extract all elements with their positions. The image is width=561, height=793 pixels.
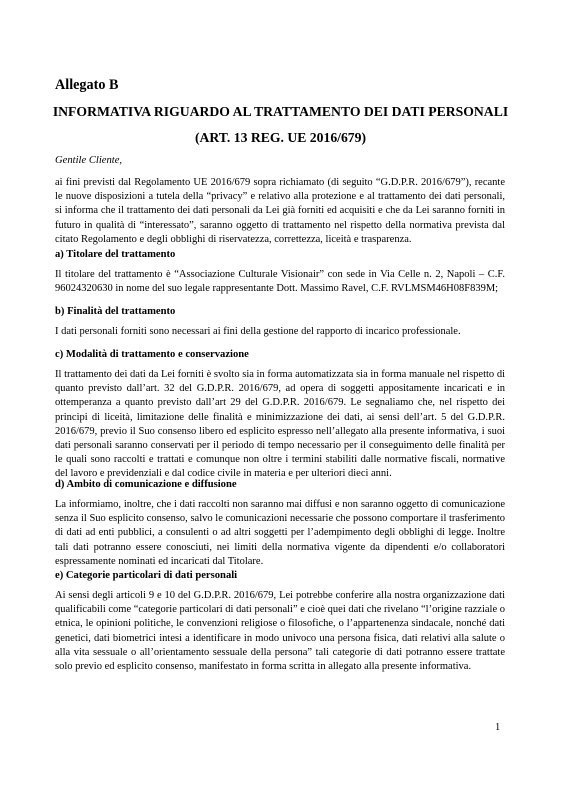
intro-paragraph: ai fini previsti dal Regolamento UE 2016/679 sopra richiamato (di seguito “G.D.P.R. 2016/679”), recante le nuove disposizioni a tutela della “privacy” e relativo alla protezione e al trattamento dei dati personali, si informa che il trattamento dei dati personali da Lei già forniti ed acquisiti e che da Lei saranno forniti in futuro in qualità di “interessato”, saranno oggetto di trattamento nel rispetto della normativa prevista dal citato Regolamento e degli obblighi di riservatezza, correttezza, liceità e trasparenza. bbox=[55, 177, 505, 245]
section-heading-finalita: b) Finalità del trattamento bbox=[55, 306, 176, 317]
greeting: Gentile Cliente, bbox=[55, 155, 123, 166]
section-text-titolare: Il titolare del trattamento è “Associazione Culturale Visionair” con sede in Via Celle n. 2, Napoli – C.F. 96024320630 in nome del suo legale rappresentante Dott. Massimo Ravel, C.F. RVLMSM46H08F839M; bbox=[55, 269, 505, 295]
document-subtitle: (ART. 13 REG. UE 2016/679) bbox=[194, 130, 367, 145]
document-title: INFORMATIVA RIGUARDO AL TRATTAMENTO DEI DATI PERSONALI bbox=[52, 104, 509, 119]
section-heading-ambito: d) Ambito di comunicazione e diffusione bbox=[55, 479, 237, 490]
section-text-modalita: Il trattamento dei dati da Lei forniti è svolto sia in forma automatizzata sia in forma manuale nel rispetto di quanto previsto dall’art. 32 del G.D.P.R. 2016/679, ad opera di soggetti appositamente incaricati e in ottemperanza a quanto previsto dall’art 29 del G.D.P.R. 2016/679. Le segnaliamo che, nel rispetto dei principi di liceità, limitazione delle finalità e minimizzazione dei dati, ai sensi dell’art. 5 del G.D.P.R. 2016/679, previo il Suo consenso libero ed esplicito espresso nell’allegato alla presente informativa, i suoi dati personali saranno conservati per il periodo di tempo necessario per il conseguimento delle finalità per le quali sono raccolti e trattati e comunque non oltre i termini stabiliti dalle normative fiscali, normative del lavoro e previdenziali e dal codice civile in materia e per ulteriori dieci anni. bbox=[55, 369, 505, 480]
section-heading-categorie: e) Categorie particolari di dati personali bbox=[55, 570, 238, 581]
section-text-finalita: I dati personali forniti sono necessari ai fini della gestione del rapporto di incarico professionale. bbox=[55, 326, 461, 337]
section-text-categorie: Ai sensi degli articoli 9 e 10 del G.D.P.R. 2016/679, Lei potrebbe conferire alla nostra organizzazione dati qualificabili come “categorie particolari di dati personali” e cioè quei dati che rivelano “l’origine razziale o etnica, le opinioni politiche, le convenzioni religiose o filosofiche, o l’appartenenza sindacale, nonché dati genetici, dati biometrici intesi a identificare in modo univoco una persona fisica, dati relativi alla salute o alla vita sessuale o all’orientamento sessuale della persona” tali categorie di dati potranno essere trattate solo previo ed esplicito consenso, manifestato in forma scritta in allegato alla presente informativa. bbox=[55, 590, 505, 673]
annex-label: Allegato B bbox=[55, 77, 119, 93]
section-heading-titolare: a) Titolare del trattamento bbox=[55, 249, 176, 260]
section-heading-modalita: c) Modalità di trattamento e conservazione bbox=[55, 349, 249, 360]
page-number: 1 bbox=[495, 722, 501, 733]
section-text-ambito: La informiamo, inoltre, che i dati raccolti non saranno mai diffusi e non saranno oggetto di comunicazione senza il Suo esplicito consenso, salvo le comunicazioni necessarie che possono comportare il trasferimento di dati ad enti pubblici, a consulenti o ad altri soggetti per l’adempimento degli obblighi di legge. Inoltre tali dati potranno essere conosciuti, nei limiti della normativa vigente da dipendenti e/o collaboratori espressamente nominati ed incaricati dal Titolare. bbox=[55, 499, 505, 567]
